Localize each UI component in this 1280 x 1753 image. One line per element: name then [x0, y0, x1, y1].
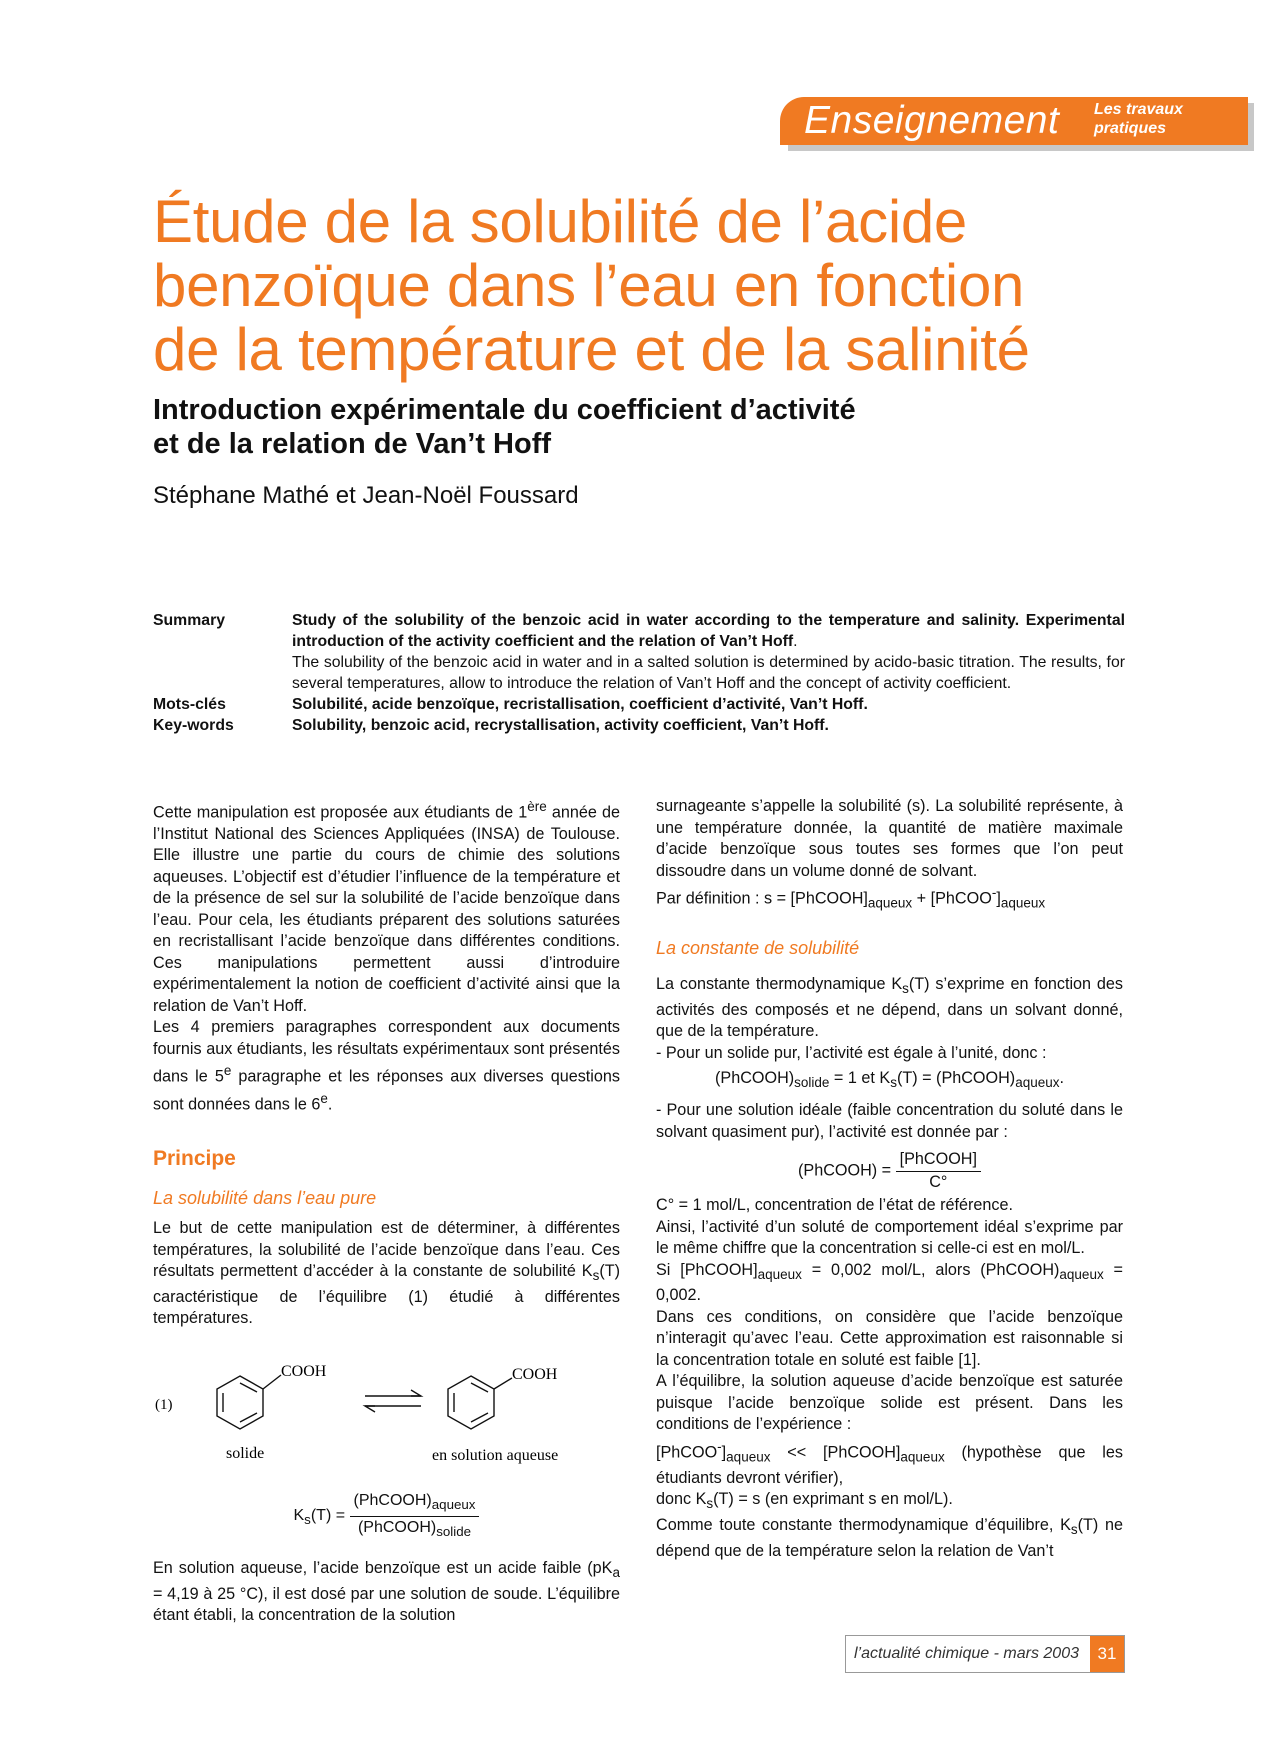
motscles-row: [153, 694, 1125, 715]
left-column: [153, 796, 620, 1627]
definition-line: Par définition : $s = [PhCOOH]_{aqueux}$ + $[PhCOO^-]_{aqueux}$: [656, 885, 1046, 911]
page-number: 31: [1090, 1636, 1124, 1672]
ks-fraction: $\frac{(PhCOOH)_{aqueux}}{(PhCOOH)_{solide}}$: [350, 1490, 480, 1542]
label-aqueuse: en solution aqueuse: [432, 1446, 559, 1464]
cooh-label-solid: COOH: [281, 1362, 327, 1380]
solid-activity-line: - Pour un solide pur, l’activité est égale à l’unité, donc :: [656, 1043, 1047, 1062]
heading-eau-pure: La solubilité dans l’eau pure: [153, 1188, 377, 1209]
activity-equation-1: $(PhCOOH)_{solide} = 1$ et $K_s(T)$ = $(PhCOOH)_{aqueux}$.: [715, 1069, 1064, 1091]
equilibrium-arrows: [365, 1390, 421, 1412]
hypothesis-paragraph: $[PhCOO^-]_{aqueux}$ << $[PhCOOH]_{aqueux}$ (hypothèse que les étudiants devront vérifier),: [656, 1438, 1123, 1487]
right-column: [656, 796, 1123, 1562]
activity-fraction: $\frac{\text{[PhCOOH]}}{C^\circ}$: [896, 1149, 981, 1193]
page-footer: [845, 1635, 1125, 1673]
heading-principe: Principe: [153, 1147, 236, 1171]
activity-equation-2: (PhCOOH) = $\frac{\text{[PhCOOH]}}{C^\circ}$: [656, 1149, 1123, 1193]
section-tab: [780, 97, 1248, 145]
abstract-block: [153, 610, 1125, 736]
documents-paragraph: Les 4 premiers paragraphes correspondent aux documents fournis aux étudiants, les résultats expérimentaux sont présentés dans le 5e paragraphe et les réponses aux diverses questions sont données dans le 6e.: [153, 1018, 620, 1114]
constant-paragraph: La constante thermodynamique $K_s(T)$ s’exprime en fonction des activités des composés et ne dépend, dans un solvant donné, que de la température.: [656, 975, 1123, 1041]
conclusion-line: donc $K_s(T) = s$ (en exprimant s en mol/L).: [656, 1490, 953, 1512]
heading-constante: La constante de solubilité: [656, 938, 860, 959]
summary-row: [153, 610, 1125, 694]
summary-text: Study of the solubility of the benzoic acid in water according to the temperature and salinity. Experimental introduction of the activity coefficient and the relation of Van’t Hoff. The solubility of the benzoic acid in water and in a salted solution is determined by acido-basic titration. The results, for several temperatures, allow to introduce the relation of Van’t Hoff and the concept of activity coefficient.: [292, 612, 1125, 692]
approximation-paragraph: Dans ces conditions, on considère que l’acide benzoïque n’interagit qu’avec l’eau. Cette approximation est raisonnable si la concentration totale en soluté est faible [1].: [656, 1307, 1123, 1369]
ideal-solution-paragraph: - Pour une solution idéale (faible concentration du soluté dans le solvant quasiment pur), l’activité est donnée par :: [656, 1101, 1123, 1141]
equation-number: (1): [155, 1396, 173, 1413]
vant-hoff-paragraph: Comme toute constante thermodynamique d’équilibre, $K_s(T)$ ne dépend que de la température selon la relation de Van’t: [656, 1516, 1123, 1560]
cooh-label-aqueous: COOH: [512, 1365, 558, 1383]
goal-paragraph: Le but de cette manipulation est de déterminer, à différentes températures, la solubilité de l’acide benzoïque dans l’eau. Ces résultats permettent d’accéder à la constante de solubilité $K_s(T)$ caractéristique de l’équilibre (1) étudié à différentes températures.: [153, 1219, 620, 1328]
reference-state-line: C° = 1 mol/L, concentration de l’état de référence.: [656, 1196, 1013, 1215]
ks-formula: [153, 1490, 620, 1546]
label-solide: solide: [226, 1444, 265, 1462]
keywords-text: Solubility, benzoic acid, recrystallisation, activity coefficient, Van’t Hoff.: [292, 717, 829, 734]
article-subtitle: Introduction expérimentale du coefficient d’activité et de la relation de Van’t Hoff: [153, 394, 856, 460]
motscles-label: Mots-clés: [153, 696, 226, 713]
keywords-row: [153, 715, 1125, 736]
example-paragraph: Si $[PhCOOH]_{aqueux} = 0,002$ mol/L, alors $(PhCOOH)_{aqueux} = 0,002$.: [656, 1260, 1124, 1305]
equilibrium-figure: [153, 1346, 620, 1486]
summary-label: Summary: [153, 612, 225, 629]
acid-paragraph: En solution aqueuse, l’acide benzoïque est un acide faible ($pK_a = 4,19$ à 25 °C), il est dosé par une solution de soude. L’équilibre étant établi, la concentration de la solution: [153, 1558, 620, 1625]
section-name: Enseignement: [804, 99, 1060, 142]
ideal-activity-paragraph: Ainsi, l’activité d’un soluté de comportement idéal s’exprime par le même chiffre que la concentration si celle-ci est en mol/L.: [656, 1217, 1123, 1258]
equilibrium-paragraph: A l’équilibre, la solution aqueuse d’acide benzoïque est saturée puisque l’acide benzoïque solide est présent. Dans les conditions de l’expérience :: [656, 1372, 1123, 1434]
intro-paragraph: Cette manipulation est proposée aux étudiants de 1ère année de l’Institut National des Sciences Appliquées (INSA) de Toulouse. Elle illustre une partie du cours de chimie des solutions aqueuses. L’objectif est d’étudier l’influence de la température et de la présence de sel sur la solubilité de l’acide benzoïque dans l’eau. Pour cela, les étudiants préparent des solutions saturées en recristallisant l’acide benzoïque dans différentes conditions. Ces manipulations permettent aussi d’introduire expérimentalement la notion de coefficient d’activité ainsi que la relation de Van’t Hoff.: [153, 799, 620, 1015]
article-title: Étude de la solubilité de l’acide benzoïque dans l’eau en fonction de la température et de la salinité: [153, 188, 1030, 383]
motscles-text: Solubilité, acide benzoïque, recristallisation, coefficient d’activité, Van’t Hoff.: [292, 696, 868, 713]
journal-name: l’actualité chimique - mars 2003: [854, 1645, 1079, 1662]
ks-lhs: $K_s(T)$ =: [293, 1507, 346, 1528]
benzene-ring-solid: [217, 1375, 281, 1429]
keywords-label: Key-words: [153, 717, 234, 734]
equilibrium-diagram: [153, 1346, 620, 1486]
subsection-name: Les travaux pratiques: [1094, 101, 1183, 137]
authors: Stéphane Mathé et Jean-Noël Foussard: [153, 482, 579, 509]
benzene-ring-aqueous: [448, 1376, 512, 1429]
solubility-paragraph: surnageante s’appelle la solubilité (s). La solubilité représente, à une température donnée, la quantité de matière maximale d’acide benzoïque sous toutes ses formes que l’on peut dissoudre dans un volume donné de solvant.: [656, 797, 1123, 880]
